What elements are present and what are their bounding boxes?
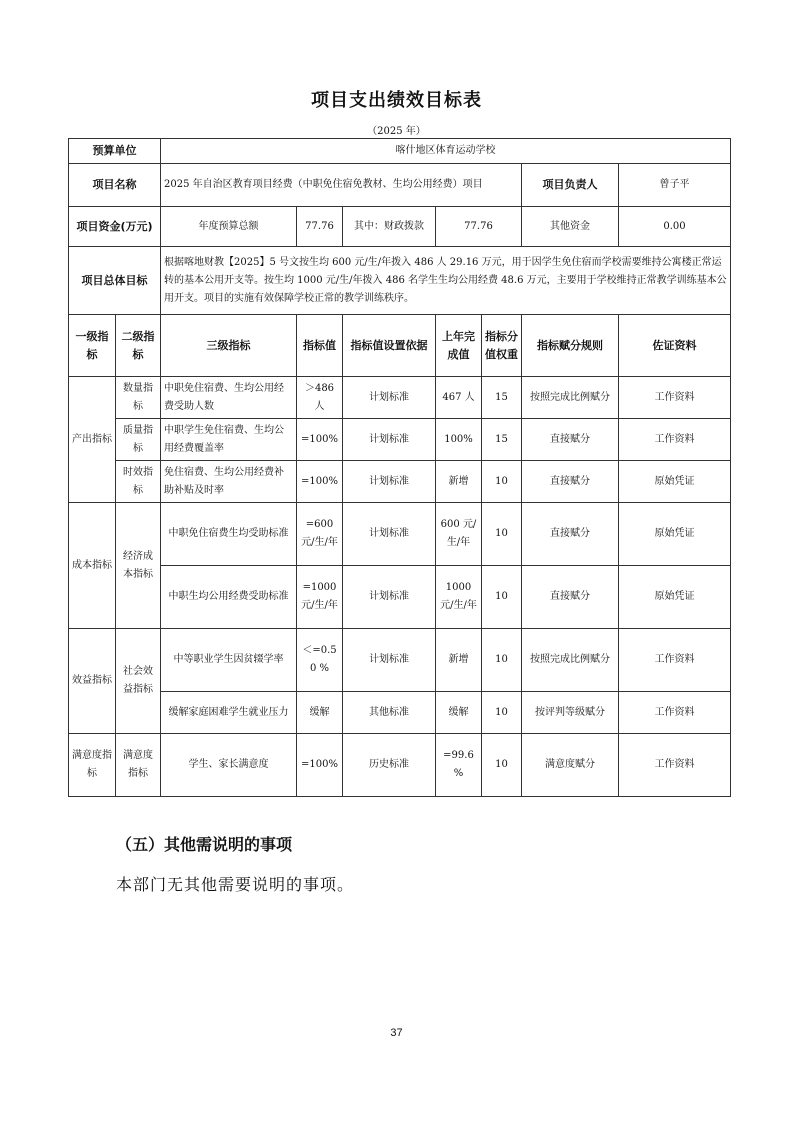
table-row (69, 692, 731, 734)
indicator-value: ＞486 人 (297, 377, 343, 419)
indicator-name: 中职免住宿费、生均公用经费受助人数 (161, 377, 297, 419)
indicator-rule: 按照完成比例赋分 (522, 629, 619, 692)
year-label: （2025 年） (367, 126, 426, 137)
section-heading: （五）其他需说明的事项 (116, 835, 293, 854)
indicator-rule: 满意度赋分 (522, 734, 619, 797)
col-last-year: 上年完成值 (436, 315, 482, 377)
indicator-evidence: 原始凭证 (619, 503, 731, 566)
indicator-name: 缓解家庭困难学生就业压力 (161, 692, 297, 734)
indicator-value: =600 元/生/年 (297, 503, 343, 566)
group-benefit: 效益指标 (69, 629, 116, 734)
indicator-weight: 15 (482, 419, 522, 461)
indicator-last-year: 600 元/生/年 (436, 503, 482, 566)
col-level1: 一级指标 (69, 315, 116, 377)
indicator-evidence: 工作资料 (619, 734, 731, 797)
subgroup-quality: 质量指标 (116, 419, 161, 461)
indicator-last-year: =99.6 % (436, 734, 482, 797)
indicator-basis: 计划标准 (343, 503, 436, 566)
indicator-value: 缓解 (297, 692, 343, 734)
indicator-last-year: 新增 (436, 629, 482, 692)
unit-row (69, 139, 731, 164)
indicator-weight: 10 (482, 566, 522, 629)
indicator-rule: 按照完成比例赋分 (522, 377, 619, 419)
indicator-name: 中职免住宿费生均受助标准 (161, 503, 297, 566)
indicator-value: =100% (297, 419, 343, 461)
funds-label: 项目资金(万元) (69, 207, 161, 247)
page-title: 项目支出绩效目标表 (311, 90, 482, 111)
project-name-label: 项目名称 (69, 164, 161, 207)
group-output: 产出指标 (69, 377, 116, 503)
indicator-weight: 10 (482, 629, 522, 692)
table-row (69, 377, 731, 419)
indicator-rule: 直接赋分 (522, 419, 619, 461)
project-owner-value: 曾子平 (619, 164, 731, 207)
indicator-evidence: 原始凭证 (619, 461, 731, 503)
indicator-basis: 计划标准 (343, 566, 436, 629)
indicator-value: =100% (297, 734, 343, 797)
col-evidence: 佐证资料 (619, 315, 731, 377)
indicator-last-year: 缓解 (436, 692, 482, 734)
indicator-name: 中职生均公用经费受助标准 (161, 566, 297, 629)
project-name-row (69, 164, 731, 207)
indicator-weight: 15 (482, 377, 522, 419)
indicator-weight: 10 (482, 503, 522, 566)
goal-row (69, 247, 731, 315)
group-cost: 成本指标 (69, 503, 116, 629)
indicator-basis: 计划标准 (343, 629, 436, 692)
project-name-value: 2025 年自治区教育项目经费（中职免住宿免教材、生均公用经费）项目 (161, 164, 522, 207)
funds-row (69, 207, 731, 247)
page-number: 37 (390, 1027, 403, 1039)
indicator-rule: 直接赋分 (522, 461, 619, 503)
indicator-value: =1000 元/生/年 (297, 566, 343, 629)
subgroup-quantity: 数量指标 (116, 377, 161, 419)
indicator-basis: 计划标准 (343, 377, 436, 419)
performance-table (68, 138, 731, 797)
annual-budget-label: 年度预算总额 (161, 207, 297, 247)
indicator-evidence: 工作资料 (619, 692, 731, 734)
subgroup-economic: 经济成本指标 (116, 503, 161, 629)
col-basis: 指标值设置依据 (343, 315, 436, 377)
indicator-value: =100% (297, 461, 343, 503)
subgroup-social: 社会效益指标 (116, 629, 161, 734)
indicator-evidence: 工作资料 (619, 419, 731, 461)
fiscal-value: 77.76 (436, 207, 522, 247)
indicator-weight: 10 (482, 734, 522, 797)
fiscal-label: 其中：财政拨款 (343, 207, 436, 247)
indicator-evidence: 工作资料 (619, 629, 731, 692)
indicator-weight: 10 (482, 461, 522, 503)
col-level2: 二级指标 (116, 315, 161, 377)
indicator-rule: 直接赋分 (522, 503, 619, 566)
goal-label: 项目总体目标 (69, 247, 161, 315)
indicator-name: 中等职业学生因贫辍学率 (161, 629, 297, 692)
unit-label: 预算单位 (69, 139, 161, 164)
indicator-last-year: 467 人 (436, 377, 482, 419)
indicator-last-year: 100% (436, 419, 482, 461)
indicator-name: 学生、家长满意度 (161, 734, 297, 797)
indicator-last-year: 新增 (436, 461, 482, 503)
indicator-basis: 历史标准 (343, 734, 436, 797)
indicator-evidence: 工作资料 (619, 377, 731, 419)
project-owner-label: 项目负责人 (522, 164, 619, 207)
table-row (69, 503, 731, 566)
col-value: 指标值 (297, 315, 343, 377)
annual-budget-value: 77.76 (297, 207, 343, 247)
column-header-row (69, 315, 731, 377)
indicator-rule: 直接赋分 (522, 566, 619, 629)
subgroup-satisfaction: 满意度指标 (116, 734, 161, 797)
indicator-basis: 计划标准 (343, 461, 436, 503)
table-row (69, 419, 731, 461)
col-weight: 指标分值权重 (482, 315, 522, 377)
indicator-value: ＜=0.50 % (297, 629, 343, 692)
indicator-evidence: 原始凭证 (619, 566, 731, 629)
table-row (69, 566, 731, 629)
col-rule: 指标赋分规则 (522, 315, 619, 377)
subgroup-timeliness: 时效指标 (116, 461, 161, 503)
indicator-rule: 按评判等级赋分 (522, 692, 619, 734)
indicator-weight: 10 (482, 692, 522, 734)
other-funds-value: 0.00 (619, 207, 731, 247)
group-satisfaction: 满意度指标 (69, 734, 116, 797)
indicator-name: 免住宿费、生均公用经费补助补贴及时率 (161, 461, 297, 503)
col-level3: 三级指标 (161, 315, 297, 377)
section-text: 本部门无其他需要说明的事项。 (116, 875, 355, 894)
indicator-basis: 其他标准 (343, 692, 436, 734)
other-funds-label: 其他资金 (522, 207, 619, 247)
indicator-basis: 计划标准 (343, 419, 436, 461)
indicator-name: 中职学生免住宿费、生均公用经费覆盖率 (161, 419, 297, 461)
table-row (69, 734, 731, 797)
table-row (69, 461, 731, 503)
unit-value: 喀什地区体育运动学校 (161, 139, 731, 164)
table-row (69, 629, 731, 692)
indicator-last-year: 1000 元/生/年 (436, 566, 482, 629)
goal-value: 根据喀地财教【2025】5 号文按生均 600 元/生/年拨入 486 人 29.16 万元，用于因学生免住宿而学校需要维持公寓楼正常运转的基本公用开支等。按生均 1000 元/生/年拨入 486 名学生生均公用经费 48.6 万元，主要用于学校维持正常教学训练基本公用开支。项目的实施有效保障学校正常的教学训练秩序。 (161, 247, 731, 315)
